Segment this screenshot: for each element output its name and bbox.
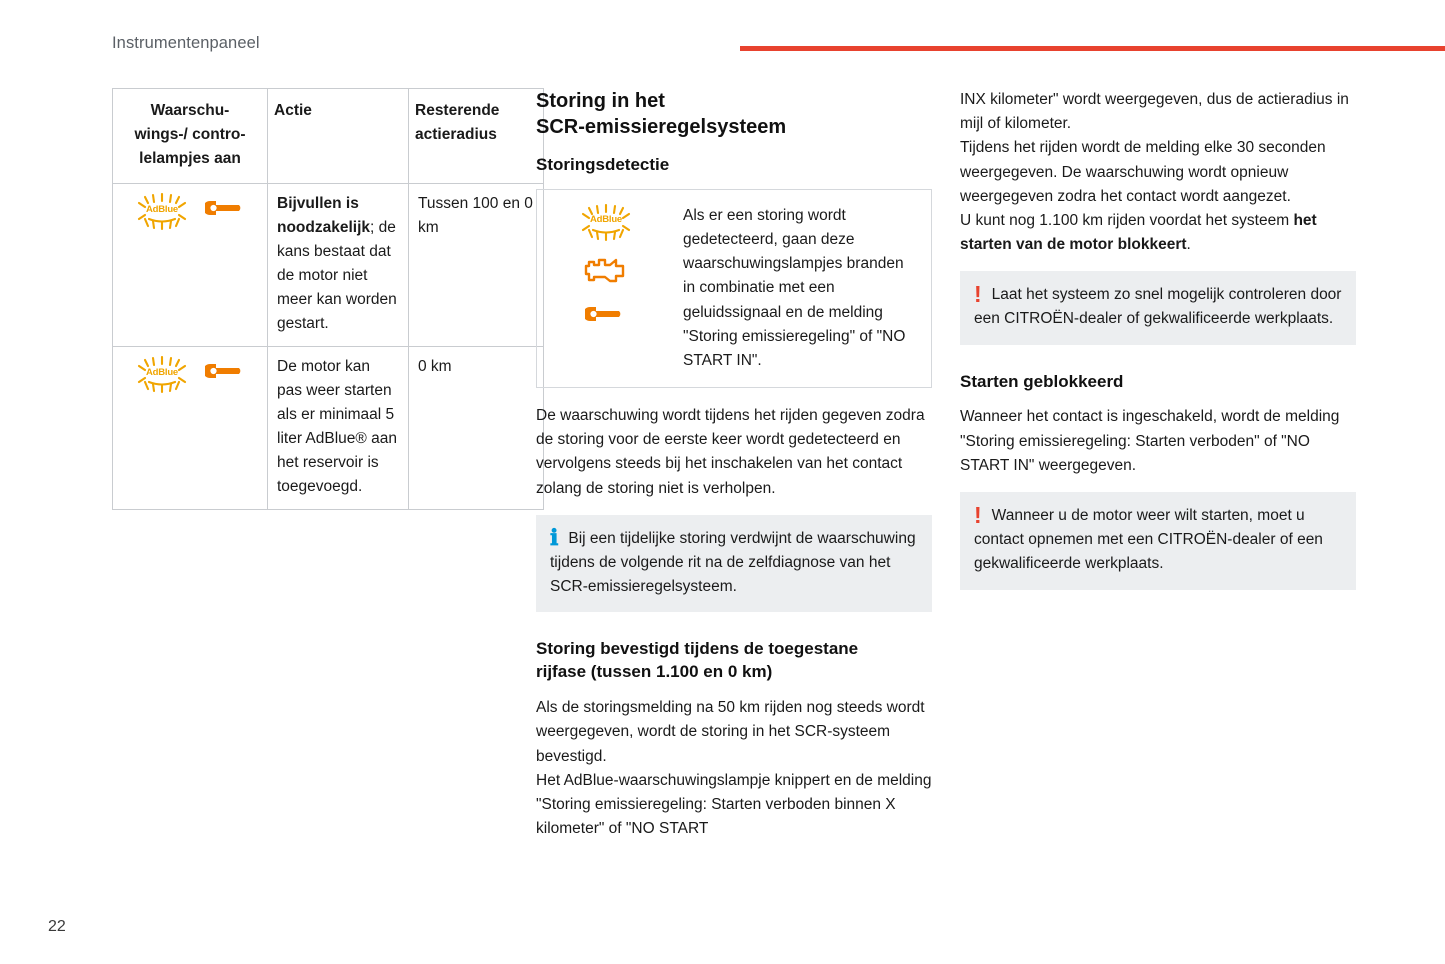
adblue-lamp-label: AdBlue: [589, 213, 623, 225]
table-header-range: [409, 89, 544, 184]
subsection-title-line1: Storing bevestigd tijdens de toegestane: [536, 639, 859, 659]
engine-fault-lamp-icon: [583, 254, 629, 291]
table-header-lamps-line1: Waarschu-: [150, 102, 230, 119]
service-wrench-lamp-icon: [585, 303, 627, 330]
paragraph-remaining-distance-bold: het starten van de motor blokkeert: [960, 211, 1317, 254]
lamp-icon-pair: [122, 355, 258, 395]
section-title-line1: Storing in het: [536, 90, 665, 112]
page-header: [112, 34, 1445, 60]
paragraph-message-frequency: Tijdens het rijden wordt de melding elke 30 seconden weergegeven. De waarschuwing wordt opnieuw weergegeven zodra het contact wordt aangezet.: [960, 139, 1326, 205]
paragraph-range-display: INX kilometer" wordt weergegeven, dus de actieradius in mijl of kilometer.: [960, 91, 1349, 133]
fault-illustration-icons: [537, 190, 675, 387]
adblue-warning-lamp-icon: [133, 356, 191, 394]
table-cell-action-rest: ; de kans bestaat dat de motor niet meer kan worden gestart.: [277, 219, 397, 333]
table-cell-lamps: [113, 184, 268, 347]
paragraph-remaining-distance-pre: U kunt nog 1.100 km rijden voordat het systeem: [960, 211, 1294, 229]
info-note-temporary-fault: [536, 515, 932, 613]
subsection-title-line2: rijfase (tussen 1.100 en 0 km): [536, 662, 773, 682]
table-header-range-line2: actieradius: [415, 126, 497, 144]
table-cell-action: [268, 184, 409, 347]
info-note-text: Bij een tijdelijke storing verdwijnt de waarschuwing tijdens de volgende rit na de zelfdiagnose van het SCR-emissieregelsysteem.: [550, 529, 916, 596]
service-wrench-lamp-icon: [205, 197, 247, 227]
warning-note-text: Laat het systeem zo snel mogelijk controleren door een CITROËN-dealer of gekwalificeerde werkplaats.: [974, 286, 1342, 328]
fault-illustration-text: Als er een storing wordt gedetecteerd, gaan deze waarschuwingslampjes branden in combinatie met een geluidssignaal en de melding "Storing emissieregeling" of "NO START IN".: [683, 206, 906, 369]
paragraph-lamp-flashing: Het AdBlue-waarschuwingslampje knippert en de melding "Storing emissieregeling: Starten verboden binnen X kilometer" of "NO START: [536, 771, 932, 838]
warning-lamps-table: [112, 88, 544, 510]
warning-exclamation-icon: !: [974, 281, 982, 308]
table-header-action: Actie: [268, 89, 409, 184]
subsection-title-start-blocked: Starten geblokkeerd: [960, 371, 1124, 391]
info-icon: ℹ: [550, 524, 559, 550]
subsection-title-confirmed-fault: [536, 638, 932, 684]
adblue-lamp-label: AdBlue: [145, 204, 179, 216]
table-cell-lamps: [113, 347, 268, 510]
column-middle: [536, 88, 932, 841]
paragraph-remaining-distance: [960, 209, 1356, 257]
page-title: Instrumentenpaneel: [112, 34, 260, 52]
adblue-warning-lamp-icon: [577, 204, 635, 242]
table-cell-action: De motor kan pas weer starten als er minimaal 5 liter AdBlue® aan het reservoir is toegevoegd.: [268, 347, 409, 510]
paragraph-start-blocked: Wanneer het contact is ingeschakeld, wordt de melding "Storing emissieregeling: Starten verboden" of "NO START IN" weergegeven.: [960, 408, 1340, 474]
section-title-line2: SCR-emissieregelsysteem: [536, 116, 787, 138]
table-header-lamps-line3: lelampjes aan: [139, 150, 241, 168]
subsection-title-detection: Storingsdetectie: [536, 155, 670, 174]
table-header-lamps: [113, 89, 268, 184]
page-number: 22: [48, 918, 66, 935]
adblue-lamp-label: AdBlue: [145, 367, 179, 379]
table-header-range-line1: Resterende: [415, 102, 500, 119]
table-row: [113, 347, 544, 510]
column-left: [112, 88, 533, 510]
table-cell-range: Tussen 100 en 0 km: [409, 184, 544, 347]
paragraph-warning-timing: De waarschuwing wordt tijdens het rijden gegeven zodra de storing voor de eerste keer wordt gedetecteerd en vervolgens steeds bij het inschakelen van het contact zolang de storing niet is verholpen.: [536, 407, 925, 497]
service-wrench-lamp-icon: [205, 360, 247, 390]
section-title-scr-fault: [536, 88, 932, 140]
fault-illustration-box: [536, 189, 932, 388]
warning-note-text: Wanneer u de motor weer wilt starten, moet u contact opnemen met een CITROËN-dealer of een gekwalificeerde werkplaats.: [974, 507, 1323, 573]
adblue-warning-lamp-icon: [133, 193, 191, 231]
paragraph-confirmed-fault: Als de storingsmelding na 50 km rijden nog steeds wordt weergegeven, wordt de storing in het SCR-systeem bevestigd.: [536, 699, 925, 765]
table-cell-action-bold: Bijvullen is noodzakelijk: [277, 195, 371, 237]
header-accent-rule: [740, 46, 1445, 51]
warning-note-check-system: [960, 271, 1356, 344]
paragraph-remaining-distance-post: .: [1186, 236, 1191, 254]
warning-exclamation-icon: !: [974, 502, 982, 528]
table-header-row: [113, 89, 544, 184]
table-cell-range: 0 km: [409, 347, 544, 510]
table-row: [113, 184, 544, 347]
column-right: [960, 88, 1356, 590]
table-header-lamps-line2: wings-/ contro-: [134, 126, 246, 144]
warning-note-contact-dealer: [960, 492, 1356, 590]
lamp-icon-pair: [122, 192, 258, 232]
